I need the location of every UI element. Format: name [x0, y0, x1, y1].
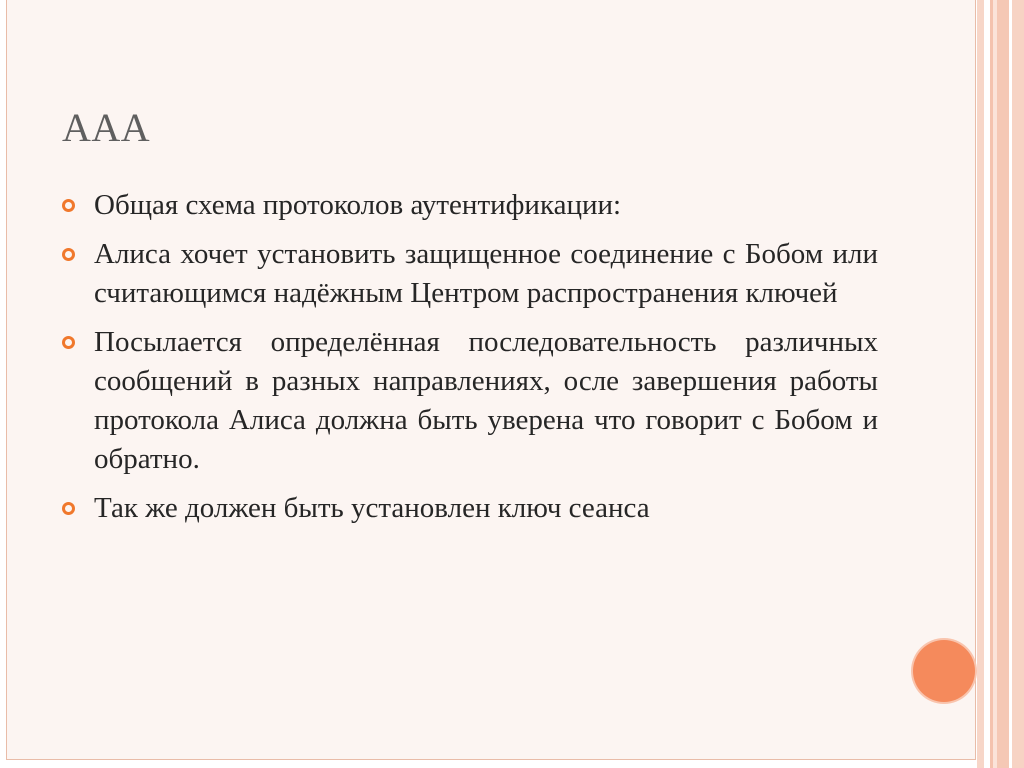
slide-title: AAA	[62, 105, 151, 150]
bullet-list	[62, 186, 878, 538]
bullet-text: Так же должен быть установлен ключ сеанса	[94, 492, 650, 524]
bullet-item	[62, 323, 878, 479]
bullet-text: Алиса хочет установить защищенное соединение с Бобом или считающимся надёжным Центром распространения ключей	[94, 238, 878, 309]
decorative-stripe	[997, 0, 1009, 768]
decorative-stripe	[1012, 0, 1024, 768]
bullet-item	[62, 186, 878, 225]
ring-bullet-icon	[62, 502, 75, 515]
bullet-text: Общая схема протоколов аутентификации:	[94, 189, 622, 221]
bullet-item	[62, 489, 878, 528]
bullet-item	[62, 235, 878, 313]
ring-bullet-icon	[62, 248, 75, 261]
ring-bullet-icon	[62, 336, 75, 349]
orange-circle-icon	[913, 640, 975, 702]
ring-bullet-icon	[62, 199, 75, 212]
decorative-stripe	[977, 0, 984, 768]
bullet-text: Посылается определённая последовательность различных сообщений в разных направлениях, осле завершения работы протокола Алиса должна быть уверена что говорит с Бобом и обратно.	[94, 326, 878, 475]
